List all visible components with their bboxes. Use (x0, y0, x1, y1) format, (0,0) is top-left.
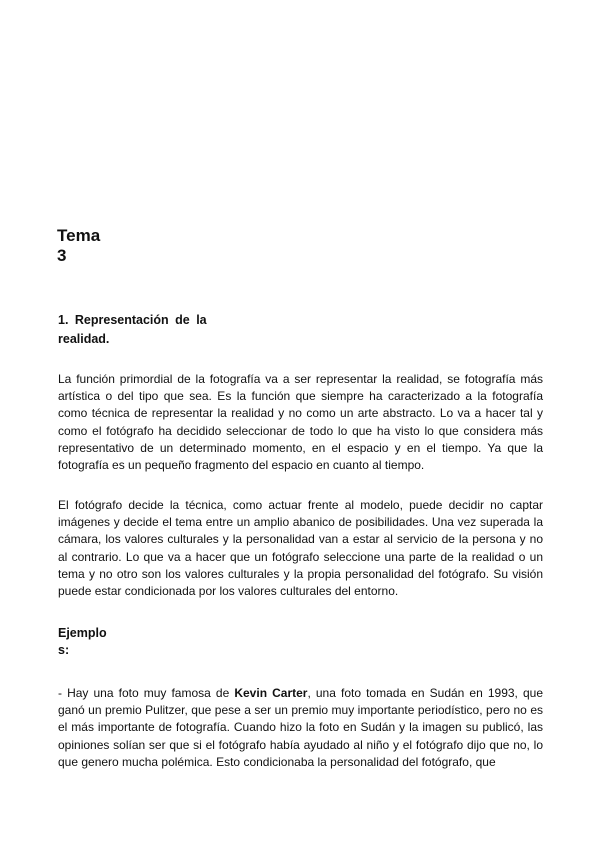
examples-heading-line-1: Ejemplo (58, 626, 107, 640)
examples-heading (58, 625, 108, 659)
page-title (57, 226, 117, 266)
section-heading-line-1: 1. Representación de la (58, 313, 207, 327)
section-heading (58, 311, 242, 349)
photographer-name: Kevin Carter (234, 686, 308, 700)
title-line-2: 3 (57, 246, 67, 265)
paragraph-2: El fotógrafo decide la técnica, como actuar frente al modelo, puede decidir no captar imágenes y decide el tema entre un amplio abanico de posibilidades. Una vez superada la cámara, los valores culturales y la personalidad van a estar al servicio de la persona y no al contrario. Lo que va a hacer que un fotógrafo seleccione una parte de la realidad o un tema y no otro son los valores culturales y la propia personalidad del fotógrafo. Su visión puede estar condicionada por los valores culturales del entorno. (58, 498, 543, 599)
paragraph-3 (58, 685, 543, 771)
examples-heading-line-2: s: (58, 643, 70, 657)
section-heading-line-2: realidad. (58, 332, 110, 346)
paragraph-3-prefix: - Hay una foto muy famosa de (58, 686, 235, 700)
paragraph-1: La función primordial de la fotografía va a ser representar la realidad, se fotografía más artística o del tipo que sea. Es la función que siempre ha caracterizado a la fotografía como técnica de representar la realidad y no como un arte abstracto. Lo va a hacer tal y como el fotógrafo ha decidido seleccionar de todo lo que ha visto lo que considera más representativo de un determinado momento, en el espacio y en el tiempo. Ya que la fotografía es un pequeño fragmento del espacio en cuanto al tiempo. (58, 372, 543, 473)
paragraph-3-rest: , una foto tomada en Sudán en 1993, que ganó un premio Pulitzer, que pese a ser un premio muy importante periodístico, pero no es el más importante de fotografía. Cuando hizo la foto en Sudán y la imagen su publicó, las opiniones solían ser que si el fotógrafo había ayudado al niño y el fotógrafo dijo que no, lo que genero mucha polémica. Esto condicionaba la personalidad del fotógrafo, que (58, 686, 543, 769)
title-line-1: Tema (57, 226, 101, 245)
